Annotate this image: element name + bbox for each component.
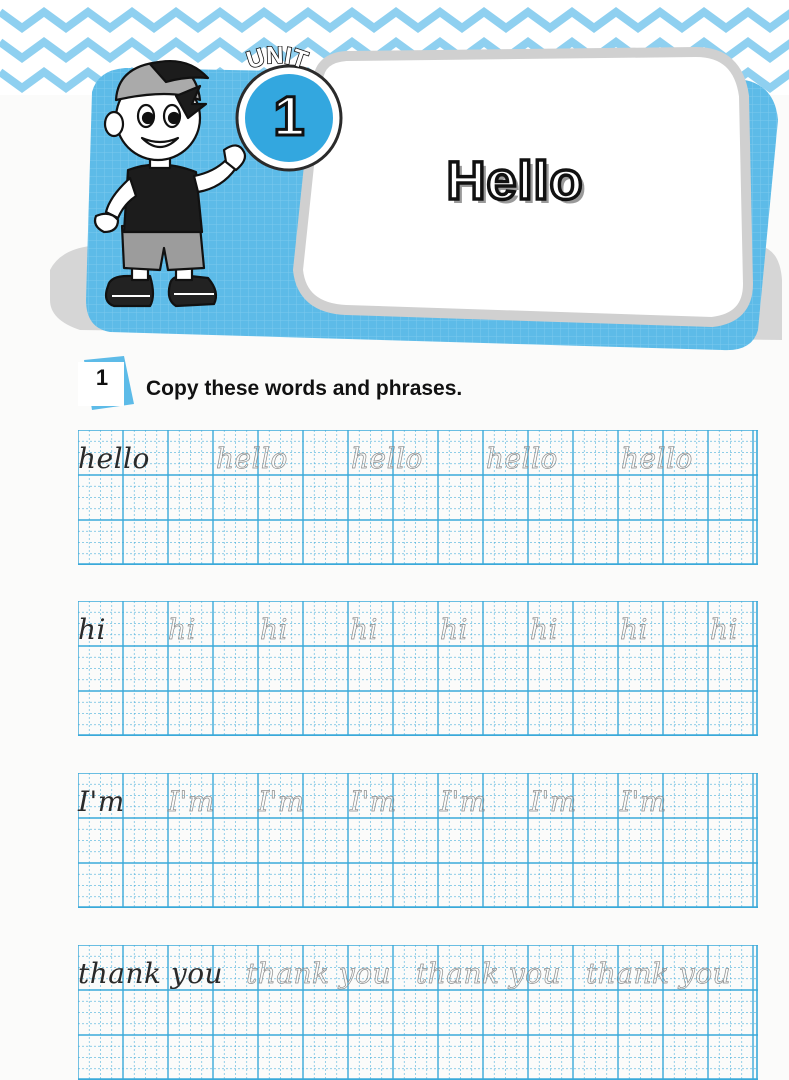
trace-word: thank you (416, 957, 562, 990)
trace-word: hi (350, 613, 378, 646)
exercise-number: 1 (95, 365, 109, 390)
svg-text:UNIT: UNIT (243, 46, 311, 75)
model-word: thank you (78, 957, 224, 990)
page-title: Hello (446, 151, 584, 211)
trace-word: hello (486, 442, 558, 475)
trace-word: hello (621, 442, 693, 475)
trace-word: I'm (258, 785, 305, 818)
trace-word: hello (216, 442, 288, 475)
trace-word: hi (260, 613, 288, 646)
trace-word: hi (440, 613, 468, 646)
unit-number: 1 (273, 84, 305, 147)
trace-word: hi (168, 613, 196, 646)
model-word: I'm (78, 785, 125, 818)
trace-word: hi (710, 613, 738, 646)
trace-word: thank you (246, 957, 392, 990)
trace-word: I'm (168, 785, 215, 818)
trace-word: hi (530, 613, 558, 646)
trace-word: I'm (350, 785, 397, 818)
trace-word: I'm (530, 785, 577, 818)
exercise-instruction: Copy these words and phrases. (146, 377, 463, 400)
model-word: hi (78, 613, 106, 646)
model-word: hello (78, 442, 150, 475)
trace-word: thank you (586, 957, 732, 990)
trace-word: I'm (440, 785, 487, 818)
trace-word: hi (620, 613, 648, 646)
trace-word: I'm (620, 785, 667, 818)
trace-word: hello (351, 442, 423, 475)
